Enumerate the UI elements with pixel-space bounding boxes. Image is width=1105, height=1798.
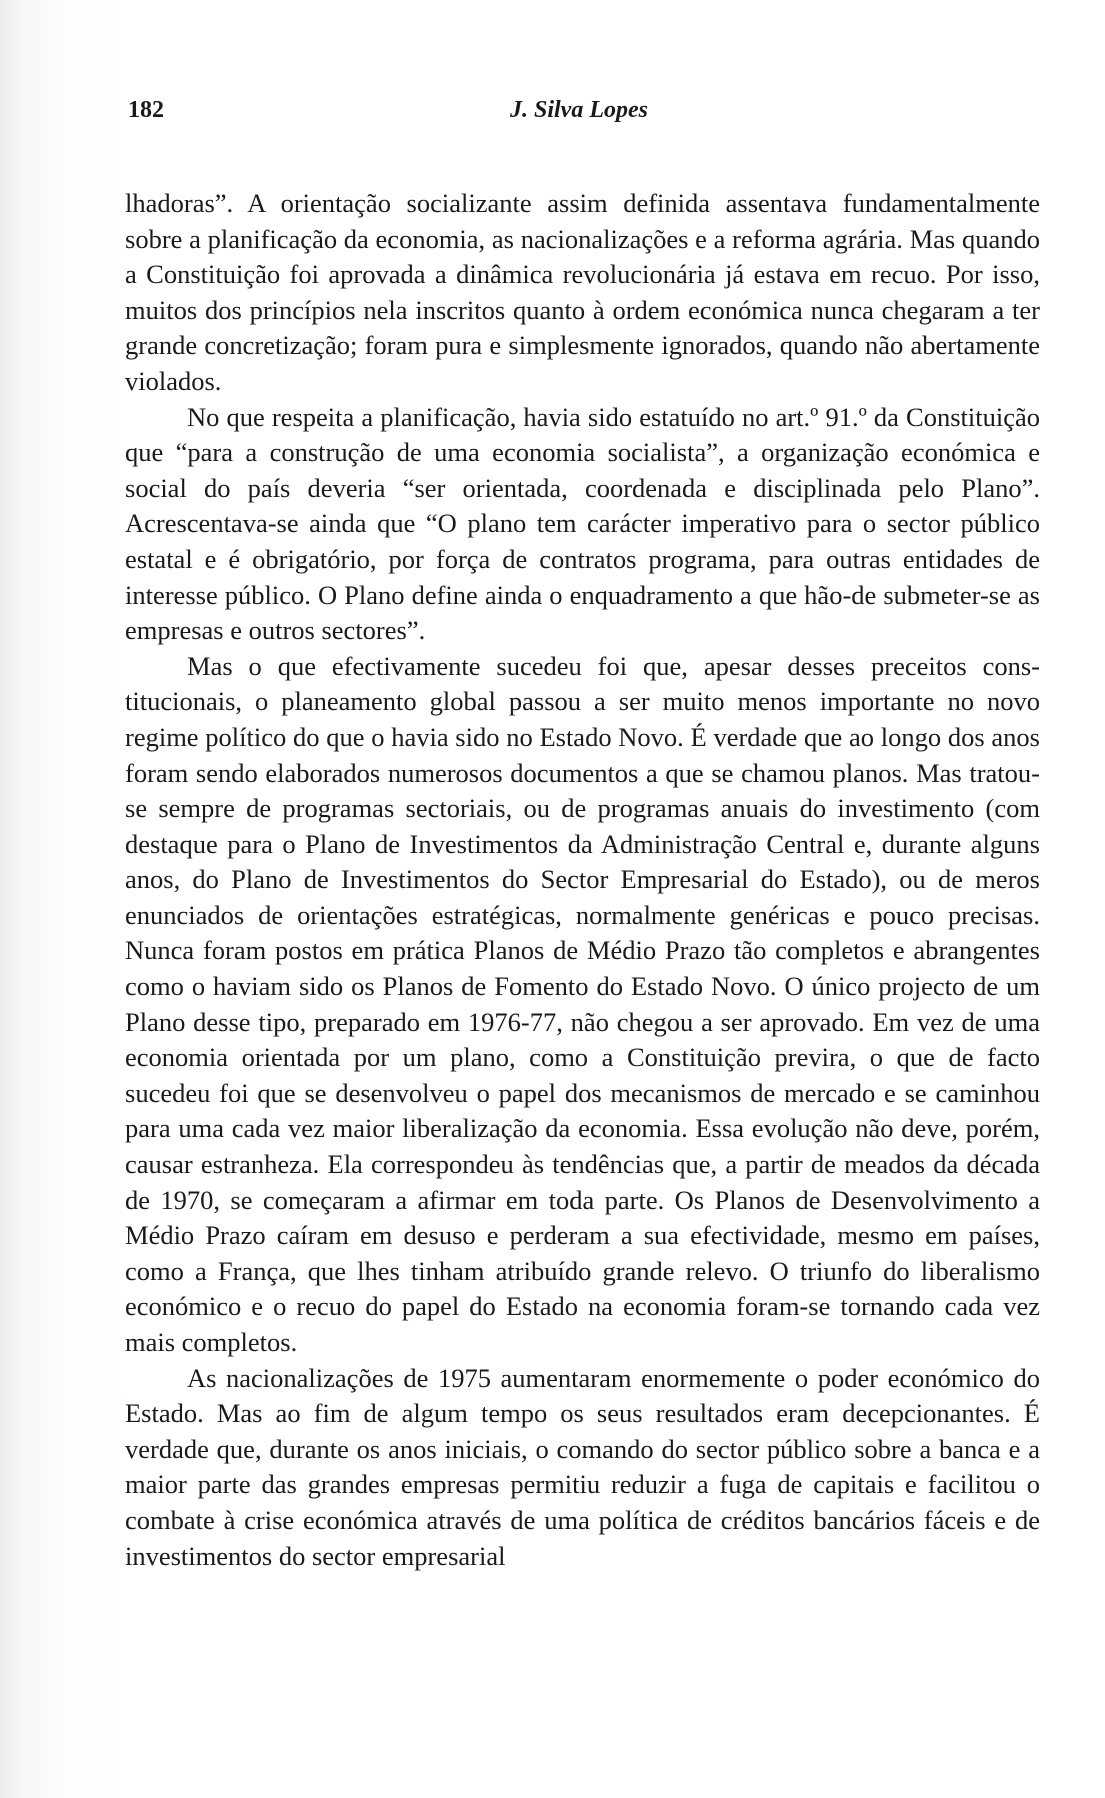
paragraph: Mas o que efectivamente sucedeu foi que, apesar desses preceitos constitucionais, o planeamento global passou a ser muito menos importante no novo regime político do que o havia sido no Estado Novo. É verdade que ao longo dos anos foram sendo elaborados numerosos documentos a que se chamou planos. Mas tratou-se sempre de programas sectoriais, ou de programas anuais do investimento (com destaque para o Plano de Investimentos da Administração Central e, durante alguns anos, do Plano de Investimentos do Sector Empresarial do Estado), ou de meros enunciados de orientações estratégicas, normalmente genéricas e pouco precisas. Nunca foram postos em prática Planos de Médio Prazo tão completos e abrangentes como o haviam sido os Planos de Fomento do Estado Novo. O único projecto de um Plano desse tipo, preparado em 1976-77, não chegou a ser aprovado. Em vez de uma economia orientada por um plano, como a Constituição previra, o que de facto sucedeu foi que se desenvolveu o papel dos mecanismos de mercado e se caminhou para uma cada vez maior liberalização da economia. Essa evolução não deve, porém, causar estranheza. Ela correspondeu às tendências que, a partir de meados da década de 1970, se começaram a afirmar em toda parte. Os Planos de Desenvolvimento a Médio Prazo caíram em desuso e perderam a sua efectividade, mesmo em países, como a França, que lhes tinham atribuído grande relevo. O triunfo do liberalismo económico e o recuo do papel do Estado na economia foram-se tornando cada vez mais completos. <box>125 650 1040 1357</box>
paragraph: No que respeita a planificação, havia sido estatuído no art.º 91.º da Constituição que “para a construção de uma economia socialista”, a organização económica e social do país deveria “ser orientada, coordenada e disciplinada pelo Plano”. Acrescentava-se ainda que “O plano tem carácter imperativo para o sector público estatal e é obrigatório, por força de contratos programa, para outras entidades de interesse público. O Plano define ainda o enquadramento a que hão-de submeter-se as empresas e outros sectores”. <box>125 401 1040 646</box>
running-head: J. Silva Lopes <box>510 97 648 123</box>
page-header <box>128 92 1038 128</box>
page-number: 182 <box>128 97 164 123</box>
paragraph: lhadoras”. A orientação socializante assim definida assentava fundamentalmente sobre a planificação da economia, as nacionalizações e a reforma agrária. Mas quando a Constituição foi aprovada a dinâmica revolucionária já estava em recuo. Por isso, muitos dos princípios nela inscritos quanto à ordem económica nunca chegaram a ter grande concretização; foram pura e simplesmente ignorados, quando não abertamente violados. <box>125 188 1040 396</box>
body-text <box>125 186 1040 1574</box>
paragraph: As nacionalizações de 1975 aumentaram enormemente o poder económico do Estado. Mas ao fim de algum tempo os seus resultados eram decepcionantes. É verdade que, durante os anos iniciais, o comando do sector público sobre a banca e a maior parte das grandes empresas permitiu reduzir a fuga de capitais e facilitou o combate à crise económica através de uma política de créditos bancários fáceis e de investimentos do sector empresarial <box>125 1362 1040 1571</box>
